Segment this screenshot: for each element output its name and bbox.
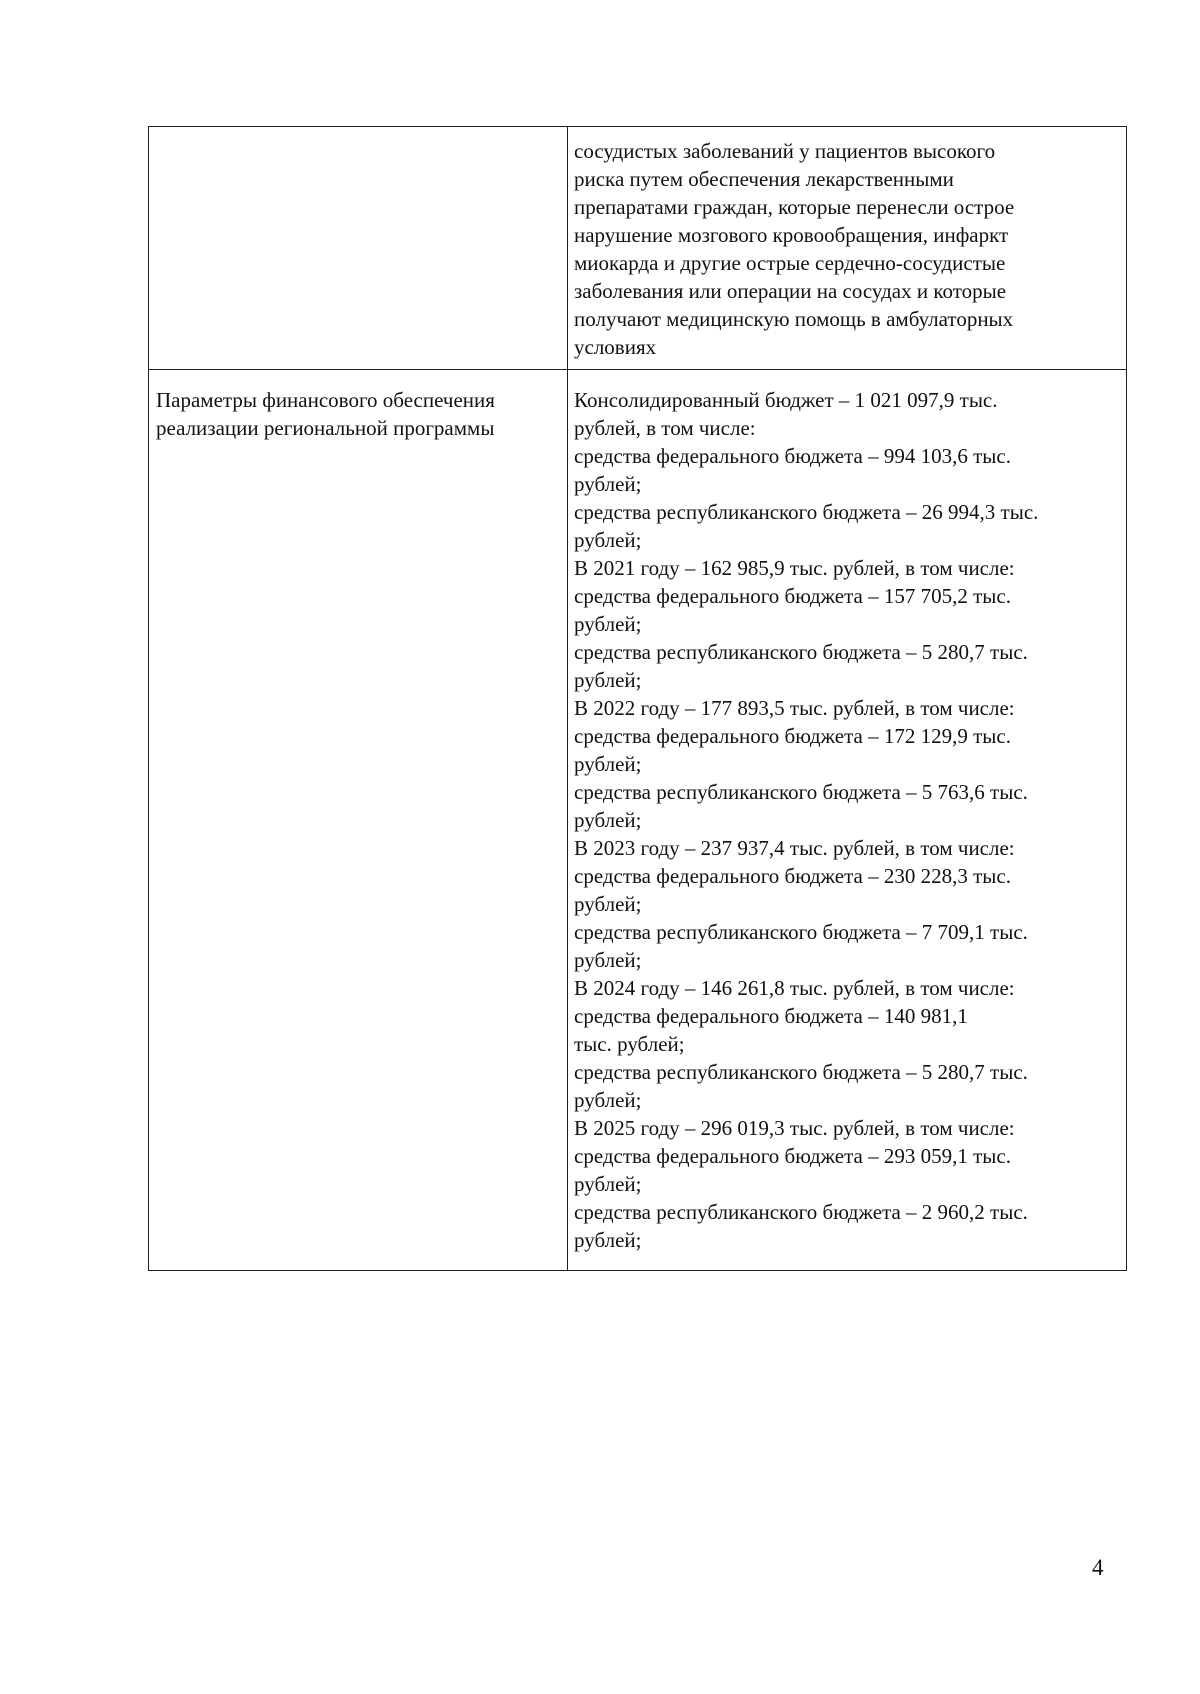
financing-line: рублей; <box>574 612 642 636</box>
financing-line: средства федерального бюджета – 157 705,2 тыс. <box>574 584 1011 608</box>
financing-line: средства федерального бюджета – 140 981,1 <box>574 1004 968 1028</box>
financing-line: рублей; <box>574 528 642 552</box>
financing-line: рублей; <box>574 1228 642 1252</box>
goal-text-cell <box>568 127 1127 370</box>
financing-line: рублей; <box>574 948 642 972</box>
financing-label <box>149 370 567 442</box>
financing-line: В 2024 году – 146 261,8 тыс. рублей, в том числе: <box>574 976 1015 1000</box>
goal-text-line: сосудистых заболеваний у пациентов высокого <box>574 139 996 163</box>
goal-text-line: нарушение мозгового кровообращения, инфаркт <box>574 223 1009 247</box>
financing-line: средства федерального бюджета – 994 103,6 тыс. <box>574 444 1011 468</box>
financing-line: средства республиканского бюджета – 7 709,1 тыс. <box>574 920 1028 944</box>
goal-text-line: препаратами граждан, которые перенесли острое <box>574 195 1015 219</box>
financing-line: Консолидированный бюджет – 1 021 097,9 тыс. <box>574 388 998 412</box>
financing-line: средства республиканского бюджета – 2 960,2 тыс. <box>574 1200 1028 1224</box>
goal-text <box>568 127 1126 369</box>
financing-label-cell <box>149 370 568 1271</box>
financing-line: рублей; <box>574 668 642 692</box>
financing-line: средства федерального бюджета – 293 059,1 тыс. <box>574 1144 1011 1168</box>
financing-line: средства федерального бюджета – 172 129,9 тыс. <box>574 724 1011 748</box>
goal-text-line: условиях <box>574 335 657 359</box>
goal-text-line: миокарда и другие острые сердечно-сосудистые <box>574 251 1006 275</box>
financing-line: средства республиканского бюджета – 5 763,6 тыс. <box>574 780 1028 804</box>
financing-line: рублей; <box>574 892 642 916</box>
page-number: 4 <box>1092 1555 1104 1580</box>
program-passport-table <box>148 126 1127 1271</box>
financing-line: В 2021 году – 162 985,9 тыс. рублей, в том числе: <box>574 556 1015 580</box>
financing-line: рублей; <box>574 808 642 832</box>
table-row-goal-continuation <box>149 127 1127 370</box>
empty-left-cell <box>149 127 568 370</box>
financing-values <box>568 370 1126 1254</box>
financing-line: тыс. рублей; <box>574 1032 685 1056</box>
financing-line: рублей; <box>574 752 642 776</box>
financing-label-line: Параметры финансового обеспечения <box>156 388 495 412</box>
financing-line: рублей; <box>574 1088 642 1112</box>
financing-line: средства федерального бюджета – 230 228,3 тыс. <box>574 864 1011 888</box>
financing-line: средства республиканского бюджета – 5 280,7 тыс. <box>574 1060 1028 1084</box>
financing-line: средства республиканского бюджета – 26 994,3 тыс. <box>574 500 1039 524</box>
goal-text-line: риска путем обеспечения лекарственными <box>574 167 954 191</box>
financing-line: В 2025 году – 296 019,3 тыс. рублей, в том числе: <box>574 1116 1015 1140</box>
financing-label-line: реализации региональной программы <box>156 416 495 440</box>
financing-line: рублей; <box>574 1172 642 1196</box>
table-row-financing <box>149 370 1127 1271</box>
financing-line: рублей; <box>574 472 642 496</box>
goal-text-line: заболевания или операции на сосудах и которые <box>574 279 1007 303</box>
goal-text-line: получают медицинскую помощь в амбулаторных <box>574 307 1014 331</box>
financing-line: В 2022 году – 177 893,5 тыс. рублей, в том числе: <box>574 696 1015 720</box>
financing-line: средства республиканского бюджета – 5 280,7 тыс. <box>574 640 1028 664</box>
financing-line: рублей, в том числе: <box>574 416 756 440</box>
financing-line: В 2023 году – 237 937,4 тыс. рублей, в том числе: <box>574 836 1015 860</box>
financing-values-cell <box>568 370 1127 1271</box>
